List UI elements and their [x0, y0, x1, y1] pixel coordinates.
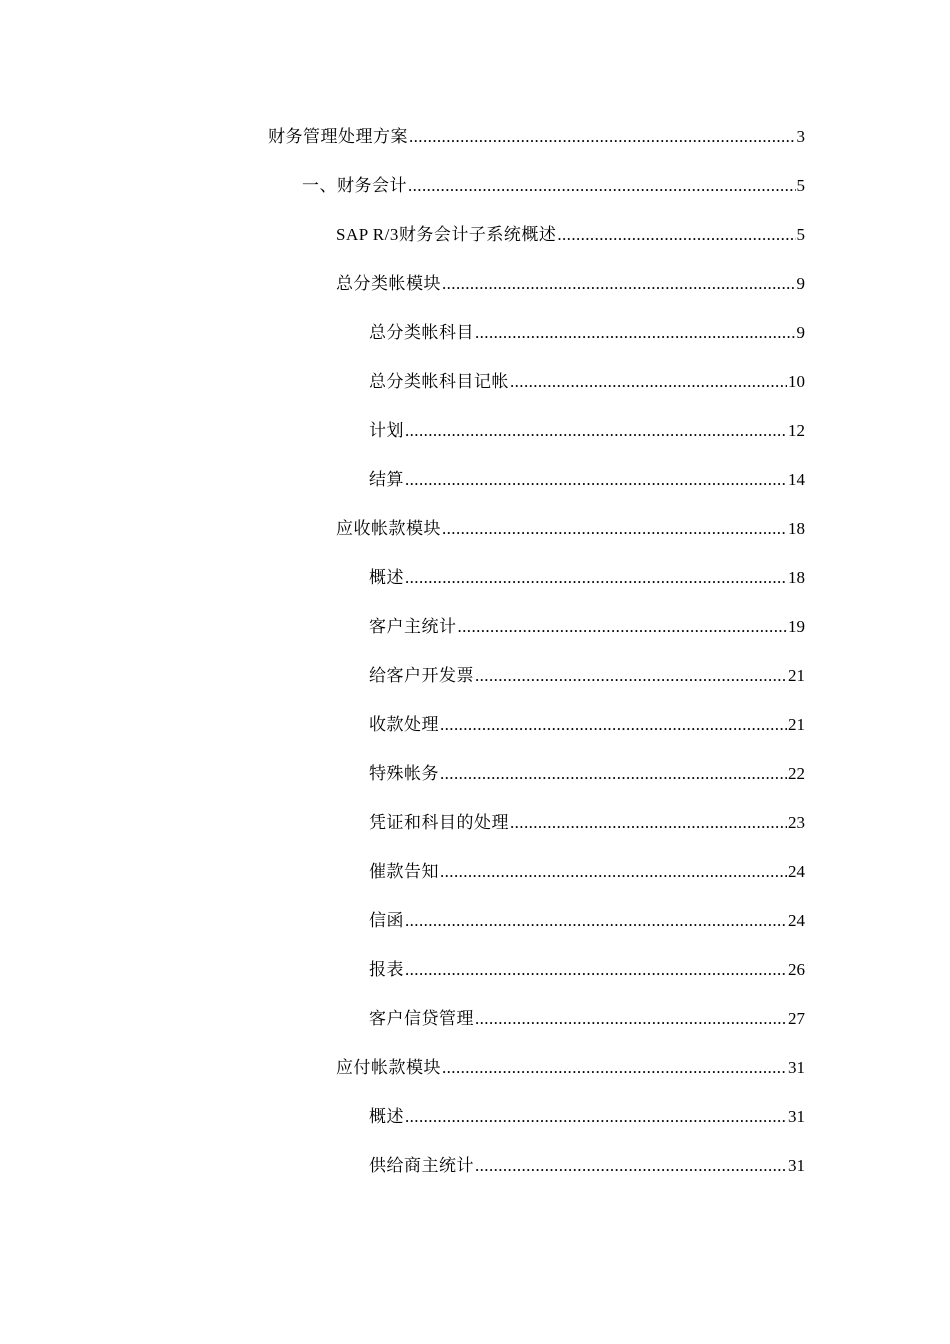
toc-page-number: 5 — [796, 176, 805, 195]
toc-page-number: 21 — [788, 715, 805, 734]
toc-dot-leader — [557, 221, 795, 249]
toc-page-number: 24 — [788, 911, 805, 930]
toc-entry-title: 总分类帐科目记帐 — [369, 372, 509, 391]
toc-page-number: 9 — [796, 274, 805, 293]
table-of-contents — [0, 123, 950, 1201]
toc-dot-leader — [409, 123, 796, 151]
toc-page-number: 14 — [788, 470, 805, 489]
toc-entry[interactable] — [0, 760, 950, 809]
toc-dot-leader — [442, 270, 796, 298]
toc-dot-leader — [405, 907, 787, 935]
toc-dot-leader — [405, 466, 787, 494]
toc-page-number: 31 — [788, 1156, 805, 1175]
toc-entry[interactable] — [0, 907, 950, 956]
toc-entry[interactable] — [0, 1103, 950, 1152]
toc-entry[interactable] — [0, 319, 950, 368]
toc-entry-title: 概述 — [369, 1107, 404, 1126]
toc-entry[interactable] — [0, 809, 950, 858]
toc-entry[interactable] — [0, 956, 950, 1005]
toc-dot-leader — [475, 319, 796, 347]
toc-entry-title: 总分类帐模块 — [336, 274, 441, 293]
toc-dot-leader — [408, 172, 796, 200]
toc-dot-leader — [405, 417, 787, 445]
toc-page-number: 23 — [788, 813, 805, 832]
toc-page-number: 18 — [788, 568, 805, 587]
toc-page-number: 12 — [788, 421, 805, 440]
toc-page-number: 5 — [796, 225, 805, 244]
toc-entry[interactable] — [0, 515, 950, 564]
toc-entry[interactable] — [0, 1005, 950, 1054]
toc-entry-title: 应收帐款模块 — [336, 519, 441, 538]
toc-entry-title: 计划 — [369, 421, 404, 440]
toc-entry-title: 概述 — [369, 568, 404, 587]
toc-page-number: 19 — [788, 617, 805, 636]
toc-entry-title: 收款处理 — [369, 715, 439, 734]
toc-dot-leader — [442, 1054, 787, 1082]
toc-entry-title: 供给商主统计 — [369, 1156, 474, 1175]
toc-page-number: 22 — [788, 764, 805, 783]
toc-dot-leader — [405, 956, 787, 984]
toc-dot-leader — [510, 368, 787, 396]
toc-entry[interactable] — [0, 564, 950, 613]
toc-entry[interactable] — [0, 466, 950, 515]
toc-page-number: 10 — [788, 372, 805, 391]
toc-entry-title: 一、财务会计 — [302, 176, 407, 195]
toc-entry[interactable] — [0, 123, 950, 172]
toc-dot-leader — [440, 858, 787, 886]
toc-entry[interactable] — [0, 172, 950, 221]
toc-page-number: 18 — [788, 519, 805, 538]
toc-entry-title: 凭证和科目的处理 — [369, 813, 509, 832]
toc-entry[interactable] — [0, 1054, 950, 1103]
toc-page-number: 31 — [788, 1058, 805, 1077]
toc-page-number: 31 — [788, 1107, 805, 1126]
toc-dot-leader — [475, 1005, 787, 1033]
toc-entry[interactable] — [0, 368, 950, 417]
toc-entry-title: 信函 — [369, 911, 404, 930]
toc-page-number: 24 — [788, 862, 805, 881]
toc-entry[interactable] — [0, 711, 950, 760]
toc-entry[interactable] — [0, 221, 950, 270]
toc-entry-title: 结算 — [369, 470, 404, 489]
toc-entry-title: 给客户开发票 — [369, 666, 474, 685]
toc-page-number: 21 — [788, 666, 805, 685]
toc-page-number: 26 — [788, 960, 805, 979]
toc-page-number: 9 — [796, 323, 805, 342]
toc-entry[interactable] — [0, 270, 950, 319]
toc-dot-leader — [405, 564, 787, 592]
toc-page-number: 27 — [788, 1009, 805, 1028]
toc-entry-title: 报表 — [369, 960, 404, 979]
toc-entry-title: 总分类帐科目 — [369, 323, 474, 342]
toc-dot-leader — [442, 515, 787, 543]
toc-entry-title: 特殊帐务 — [369, 764, 439, 783]
toc-entry-title: 客户主统计 — [369, 617, 457, 636]
toc-dot-leader — [475, 1152, 787, 1180]
toc-entry-title: 财务管理处理方案 — [268, 127, 408, 146]
toc-dot-leader — [405, 1103, 787, 1131]
toc-dot-leader — [440, 711, 787, 739]
toc-entry[interactable] — [0, 858, 950, 907]
toc-entry-title: 应付帐款模块 — [336, 1058, 441, 1077]
toc-entry[interactable] — [0, 1152, 950, 1201]
toc-entry-title: 催款告知 — [369, 862, 439, 881]
toc-dot-leader — [475, 662, 787, 690]
toc-dot-leader — [440, 760, 787, 788]
toc-entry-title: 客户信贷管理 — [369, 1009, 474, 1028]
toc-page-number: 3 — [796, 127, 805, 146]
toc-entry[interactable] — [0, 662, 950, 711]
toc-entry[interactable] — [0, 417, 950, 466]
toc-dot-leader — [510, 809, 787, 837]
toc-entry-title: SAP R/3财务会计子系统概述 — [336, 225, 557, 244]
toc-dot-leader — [458, 613, 788, 641]
toc-entry[interactable] — [0, 613, 950, 662]
